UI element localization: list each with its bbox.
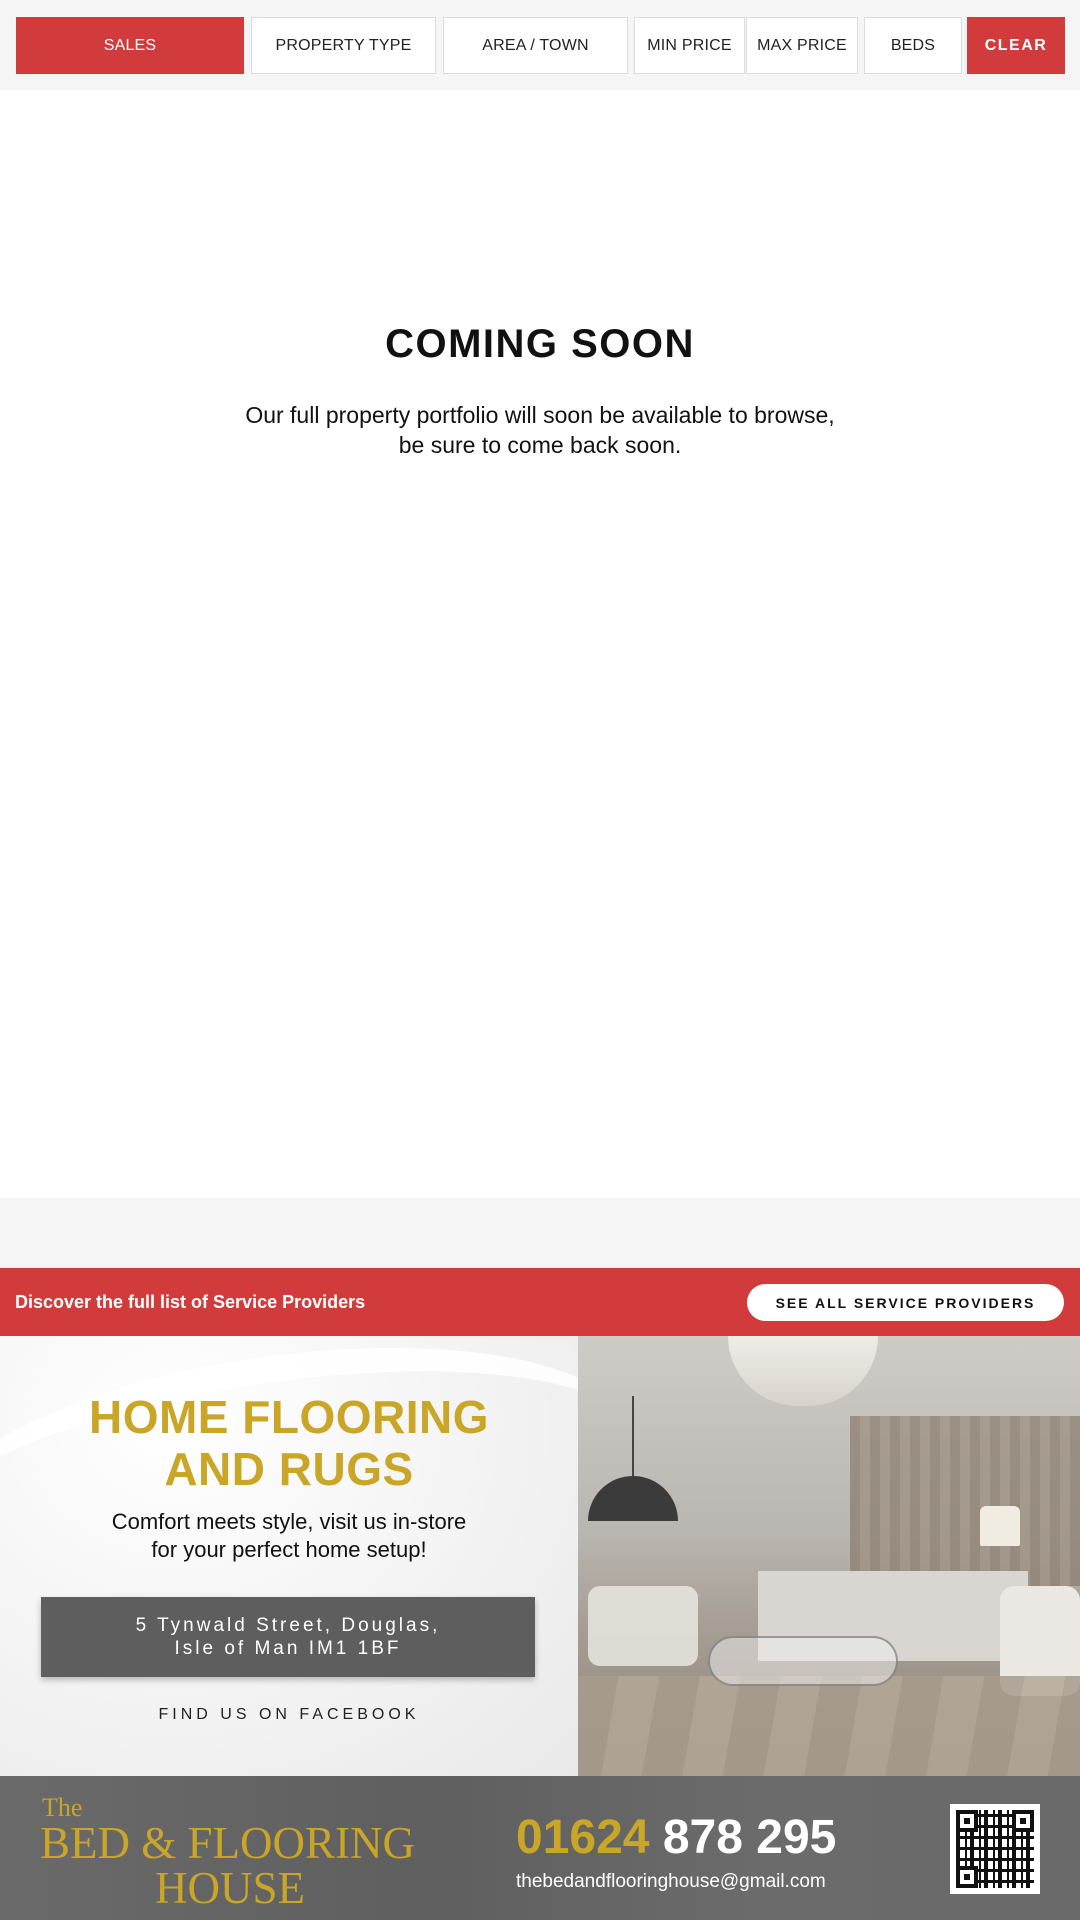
property-filter-bar: [0, 0, 1080, 90]
advert-subtitle-line-2: for your perfect home setup!: [151, 1537, 427, 1562]
dining-chairs: [588, 1586, 698, 1666]
clear-button[interactable]: CLEAR: [967, 17, 1065, 74]
qr-code-icon: [950, 1804, 1040, 1894]
service-providers-text: Discover the full list of Service Providers: [15, 1292, 366, 1312]
filter-max-price[interactable]: MAX PRICE: [746, 17, 858, 74]
filter-beds[interactable]: BEDS: [864, 17, 962, 74]
section-divider: [0, 1198, 1080, 1268]
email-address[interactable]: thebedandflooringhouse@gmail.com: [516, 1871, 826, 1892]
facebook-link[interactable]: FIND US ON FACEBOOK: [158, 1706, 420, 1723]
coming-soon-message: Our full property portfolio will soon be available to browse, be sure to come back soon.: [245, 402, 835, 458]
filter-sales[interactable]: SALES: [16, 17, 244, 74]
chandelier-shape: [728, 1336, 878, 1406]
advert-subtitle-line-1: Comfort meets style, visit us in-store: [111, 1509, 467, 1534]
qr-eye-icon: [956, 1866, 978, 1888]
logo-the: The: [42, 1793, 83, 1822]
logo-house: HOUSE: [155, 1863, 306, 1913]
service-providers-banner: [0, 1268, 1080, 1336]
advert-title-line-1: HOME FLOORING: [88, 1391, 490, 1443]
advert-title: [0, 1391, 578, 1495]
wood-panel-wall: [850, 1416, 1080, 1586]
kitchen-living-room-photo: [578, 1336, 1080, 1776]
coming-soon-heading: COMING SOON: [385, 322, 695, 366]
qr-eye-icon: [1012, 1810, 1034, 1832]
qr-eye-icon: [956, 1810, 978, 1832]
pendant-lamp: [588, 1476, 678, 1521]
advert-banner[interactable]: [0, 1336, 1080, 1920]
pendant-cord: [632, 1396, 634, 1476]
filter-area-town[interactable]: AREA / TOWN: [443, 17, 628, 74]
address-line-1: 5 Tynwald Street, Douglas,: [135, 1615, 441, 1636]
filter-min-price[interactable]: MIN PRICE: [634, 17, 745, 74]
glass-coffee-table: [708, 1636, 898, 1686]
store-address: [41, 1597, 535, 1677]
advert-text-panel: [0, 1336, 578, 1776]
advert-contact-strip: [0, 1776, 1080, 1920]
phone-number[interactable]: [516, 1810, 836, 1865]
wood-floor: [578, 1676, 1080, 1776]
bed-flooring-house-logo: [40, 1788, 440, 1913]
table-lamp: [980, 1506, 1020, 1546]
phone-local-number: 878 295: [662, 1811, 837, 1864]
filter-property-type[interactable]: PROPERTY TYPE: [251, 17, 436, 74]
see-all-service-providers-button[interactable]: SEE ALL SERVICE PROVIDERS: [747, 1284, 1064, 1321]
address-line-2: Isle of Man IM1 1BF: [174, 1638, 402, 1659]
advert-subtitle: [60, 1508, 518, 1564]
phone-area-code: 01624: [516, 1811, 650, 1864]
advert-title-line-2: AND RUGS: [164, 1443, 414, 1495]
logo-main: BED & FLOORING: [40, 1818, 416, 1868]
